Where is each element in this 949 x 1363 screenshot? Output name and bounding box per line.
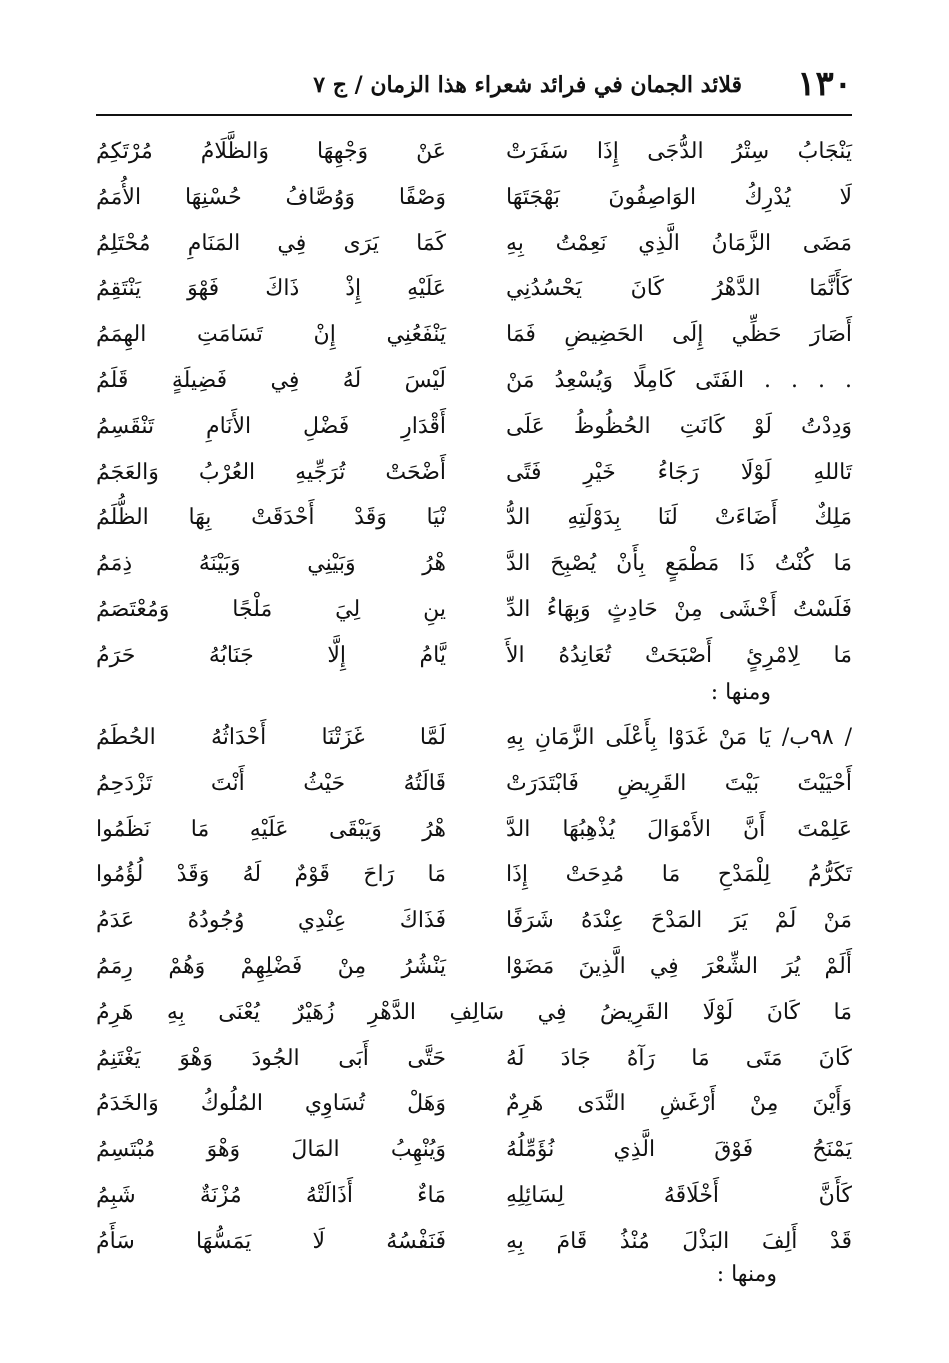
verse-first-hemistich: وَأَيْنَ مِنْ أَرْغَشِ النَّدَى هَرِمٌ xyxy=(506,1091,852,1117)
verse xyxy=(96,1222,852,1268)
running-title: قلائد الجمان في فرائد شعراء هذا الزمان / ج ٧ xyxy=(313,72,742,98)
verse-full-text: مَا كَانَ لَوْلَا القَرِيضُ فِي سَالِفِ الدَّهْرِ زُهَيْرٌ يُعْنَى بِهِ هَرِمُ xyxy=(96,999,852,1025)
verse-first-hemistich: وَدِدْتُ لَوْ كَانَتِ الحُظُوظُ عَلَى xyxy=(506,413,852,439)
verse-first-hemistich: يَنْجَابُ سِتْرُ الدُّجَى إِذَا سَفَرَتْ xyxy=(506,139,852,164)
verse xyxy=(96,590,852,636)
verse-second-hemistich: وَيُنْهِبُ المَالَ وَهْوَ مُبْتَسِمُ xyxy=(96,1137,446,1163)
verse xyxy=(96,361,852,407)
verse-second-hemistich: أَقْدَارِ فَضْلِ الأَنَامِ تَنْقَسِمُ xyxy=(96,413,446,439)
verse-second-hemistich: يَّامُ إِلَّا جَنَابُهُ حَرَمُ xyxy=(96,642,446,668)
verse-first-hemistich: عَلِمْتَ أَنَّ الأَمْوَالَ يُذْهِبُهَا الدَّ xyxy=(506,816,852,842)
verse-second-hemistich: عَنْ وَجْهِهَا وَالظَّلَامُ مُرْتَكِمُ xyxy=(96,139,446,164)
verse-first-hemistich: تَاللهِ لَوْلَا رَجَاءُ خَيْرِ فَتًى xyxy=(506,459,852,485)
verse-second-hemistich: هْرُ وَيَبْقَى عَلَيْهِ مَا نَظَمُوا xyxy=(96,816,446,842)
verse-second-hemistich: مَاءٌ أَذَالَتْهُ مُزْنَةٌ شَبِمُ xyxy=(96,1182,446,1208)
verse-second-hemistich: فَذَاكَ عِنْدِي وُجُودُهُ عَدَمُ xyxy=(96,908,446,934)
verse xyxy=(96,407,852,453)
verse-second-hemistich: هْرُ وَبَيْنِي وَبَيْنَهُ ذِمَمُ xyxy=(96,551,446,577)
verse xyxy=(96,498,852,544)
verse-second-hemistich: يَنْفَعُنِي إِنْ تَسَامَتِ الهِمَمُ xyxy=(96,322,446,348)
verse-first-hemistich: فَلَسْتُ أَخْشَى مِنْ حَادِثٍ وَبِهَاءُ الدِّ xyxy=(506,596,852,622)
verse-first-hemistich: مَا لِامْرِئٍ أَصْبَحَتْ تُعَانِدُهُ الأَ xyxy=(506,642,852,668)
verse xyxy=(96,1130,852,1176)
verse-first-hemistich: لَا يُدْرِكُ الوَاصِفُونَ بَهْجَتَهَا xyxy=(506,184,852,210)
verse-second-hemistich: مَا رَاحَ قَوْمٌ لَهُ وَقَدْ لُؤُمُوا xyxy=(96,862,446,888)
verse-second-hemistich: نْيَا وَقَدْ أَحْدَقَتْ بِهَا الظُّلَمُ xyxy=(96,505,446,531)
verse xyxy=(96,224,852,270)
verse-first-hemistich: . . . . الفَتَى كَامِلًا وَيُسْعِدُ مَنْ xyxy=(506,367,852,393)
verse-first-hemistich: مَلِكٌ أَضَاءَتْ لَنَا بِدَوْلَتِهِ الدُّ xyxy=(506,505,852,531)
page-number: ١٣٠ xyxy=(797,64,852,104)
verse xyxy=(96,315,852,361)
verse-second-hemistich: فَنَفْسُهُ لَا يَمَسُّهَا سَأَمُ xyxy=(96,1228,446,1254)
verse-first-hemistich: مَضَى الزَّمَانُ الَّذِي نَعِمْتُ بِهِ xyxy=(506,230,852,256)
verse-second-hemistich: قَالَتُهُ حَيْثُ أَنْتَ تَزْدَحِمُ xyxy=(96,770,446,796)
page-header xyxy=(96,62,852,112)
poem-section-1 xyxy=(96,132,852,682)
verse xyxy=(96,901,852,947)
verse-second-hemistich: أَضْحَتْ تُرَجِّيهِ العُرْبُ وَالعَجَمُ xyxy=(96,459,446,485)
verse-first-hemistich: كَأَنَّ أَخْلَاقَهُ لِسَائِلِهِ xyxy=(506,1182,852,1208)
verse-first-hemistich: قَدْ أَلِفَ البَذْلَ مُنْذُ قَامَ بِهِ xyxy=(506,1228,852,1254)
verse-first-hemistich: كَانَ مَتَى مَا رَآهُ جَادَ لَهُ xyxy=(506,1045,852,1071)
verse-first-hemistich: كَأَنَّمَا الدَّهْرُ كَانَ يَحْسُدُنِي xyxy=(506,276,852,302)
verse xyxy=(96,810,852,856)
verse xyxy=(96,718,852,764)
verse-first-hemistich: أَلَمْ يُرَ الشِّعْرَ فِي الَّذِينَ مَضَوْا xyxy=(506,953,852,979)
verse xyxy=(96,1176,852,1222)
verse-second-hemistich: وَصْفًا وَوُصَّافُ حُسْنِهَا الأُمَمُ xyxy=(96,184,446,210)
verse-second-hemistich: كَمَا يَرَى فِي المَنَامِ مُحْتَلِمُ xyxy=(96,230,446,256)
verse xyxy=(96,855,852,901)
section-subheading: ومنها : xyxy=(716,1262,777,1287)
header-rule xyxy=(96,114,852,116)
verse-first-hemistich: أَحْيَيْتَ بَيْتَ القَرِيضِ فَابْتَدَرَتْ xyxy=(506,770,852,796)
verse-first-hemistich: مَا كُنْتُ ذَا مَطْمَعٍ بِأَنْ يُصْبِحَ الدَّ xyxy=(506,551,852,577)
verse xyxy=(96,178,852,224)
verse xyxy=(96,1039,852,1085)
verse xyxy=(96,1084,852,1130)
verse-second-hemistich: حَتَّى أَبَى الجُودَ وَهْوَ يَغْتَنِمُ xyxy=(96,1045,446,1071)
verse-second-hemistich: عَلَيْهِ إِذْ ذَاكَ فَهْوَ يَنْتَقِمُ xyxy=(96,276,446,302)
verse xyxy=(96,544,852,590)
verse-second-hemistich: ينِ لِيَ مَلْجًا وَمُعْتَصَمُ xyxy=(96,596,446,622)
verse-first-hemistich: مَنْ لَمْ يَرَ المَدْحَ عِنْدَهُ شَرَفًا xyxy=(506,908,852,934)
verse-second-hemistich: لَمَّا غَزَتْنَا أَحْدَاثُهُ الحُطَمُ xyxy=(96,725,446,750)
verse-first-hemistich: / ٩٨ب/ يَا مَنْ غَدَوْا بِأَعْلَى الزَّمَانِ بِهِ xyxy=(506,725,852,750)
verse-second-hemistich: وَهَلْ تُسَاوِي المُلُوكُ وَالخَدَمُ xyxy=(96,1091,446,1117)
verse-full-line xyxy=(96,993,852,1039)
poem-section-2 xyxy=(96,718,852,1268)
verse-second-hemistich: يَنْشُرُ مِنْ فَضْلِهِمْ وَهُمْ رِمَمُ xyxy=(96,953,446,979)
section-subheading: ومنها : xyxy=(710,680,771,705)
verse xyxy=(96,269,852,315)
verse xyxy=(96,947,852,993)
verse-second-hemistich: لَيْسَ لَهُ فِي فَضِيلَةٍ قَلَمُ xyxy=(96,367,446,393)
verse xyxy=(96,636,852,682)
verse xyxy=(96,764,852,810)
verse-first-hemistich: أَصَارَ حَظِّي إِلَى الحَضِيضِ فَمَا xyxy=(506,322,852,348)
verse-first-hemistich: يَمْنَحُ فَوْقَ الَّذِي نُؤَمِّلُهُ xyxy=(506,1137,852,1163)
verse xyxy=(96,132,852,178)
verse-first-hemistich: تَكَرُّمُ لِلْمَدْحِ مَا مُدِحَتْ إِذَا xyxy=(506,862,852,888)
verse xyxy=(96,453,852,499)
